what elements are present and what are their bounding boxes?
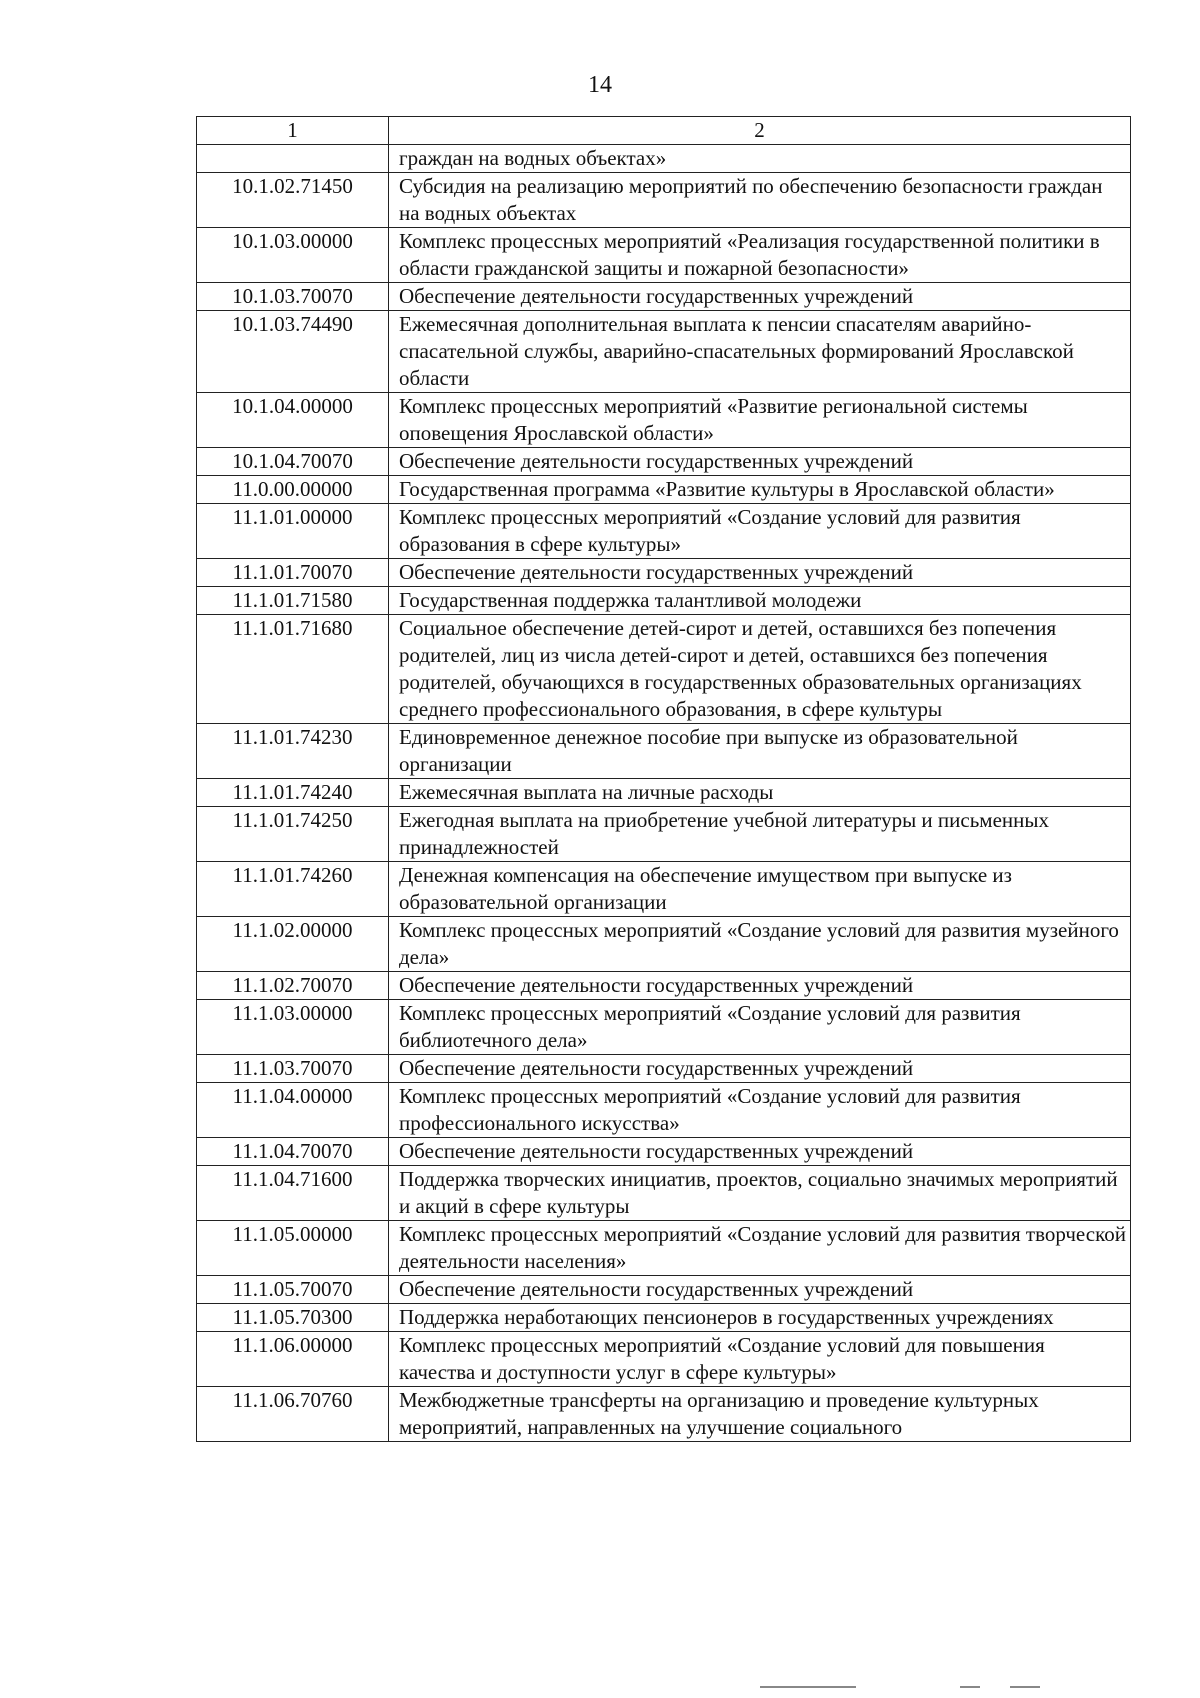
table-row bbox=[197, 1304, 1131, 1332]
budget-code-table bbox=[196, 116, 1131, 1442]
table-row bbox=[197, 862, 1131, 917]
footer-mark bbox=[1010, 1686, 1040, 1688]
description-cell: Комплекс процессных мероприятий «Создание условий для развития профессионального искусства» bbox=[389, 1083, 1131, 1138]
table-body bbox=[197, 145, 1131, 1442]
column-header-description: 2 bbox=[389, 117, 1131, 145]
table-row bbox=[197, 1083, 1131, 1138]
description-cell: Обеспечение деятельности государственных учреждений bbox=[389, 972, 1131, 1000]
budget-code-cell: 11.1.02.70070 bbox=[197, 972, 389, 1000]
description-cell: Ежемесячная дополнительная выплата к пенсии спасателям аварийно-спасательной службы, аварийно-спасательных формирований Ярославской области bbox=[389, 311, 1131, 393]
description-cell: Обеспечение деятельности государственных учреждений bbox=[389, 283, 1131, 311]
table-row bbox=[197, 228, 1131, 283]
budget-code-cell: 10.1.03.00000 bbox=[197, 228, 389, 283]
table-row bbox=[197, 587, 1131, 615]
budget-code-cell: 11.1.04.00000 bbox=[197, 1083, 389, 1138]
budget-code-cell: 11.1.01.74250 bbox=[197, 807, 389, 862]
footer-mark bbox=[760, 1686, 856, 1688]
table-row bbox=[197, 1387, 1131, 1442]
description-cell: граждан на водных объектах» bbox=[389, 145, 1131, 173]
table-row bbox=[197, 448, 1131, 476]
budget-code-cell: 11.0.00.00000 bbox=[197, 476, 389, 504]
description-cell: Обеспечение деятельности государственных учреждений bbox=[389, 1055, 1131, 1083]
budget-code-cell: 11.1.05.00000 bbox=[197, 1221, 389, 1276]
table-row bbox=[197, 559, 1131, 587]
table-row bbox=[197, 1166, 1131, 1221]
budget-code-cell: 11.1.01.71580 bbox=[197, 587, 389, 615]
budget-code-cell: 10.1.04.70070 bbox=[197, 448, 389, 476]
budget-code-cell: 11.1.06.70760 bbox=[197, 1387, 389, 1442]
table-row bbox=[197, 504, 1131, 559]
description-cell: Комплекс процессных мероприятий «Создание условий для развития библиотечного дела» bbox=[389, 1000, 1131, 1055]
description-cell: Обеспечение деятельности государственных учреждений bbox=[389, 559, 1131, 587]
budget-code-cell: 11.1.04.70070 bbox=[197, 1138, 389, 1166]
description-cell: Комплекс процессных мероприятий «Развитие региональной системы оповещения Ярославской области» bbox=[389, 393, 1131, 448]
description-cell: Субсидия на реализацию мероприятий по обеспечению безопасности граждан на водных объектах bbox=[389, 173, 1131, 228]
budget-code-cell: 11.1.05.70300 bbox=[197, 1304, 389, 1332]
description-cell: Социальное обеспечение детей-сирот и детей, оставшихся без попечения родителей, лиц из числа детей-сирот и детей, оставшихся без попечения родителей, обучающихся в государственных образовательных организациях среднего профессионального образования, в сфере культуры bbox=[389, 615, 1131, 724]
table-row bbox=[197, 1221, 1131, 1276]
budget-code-cell: 11.1.01.00000 bbox=[197, 504, 389, 559]
description-cell: Поддержка творческих инициатив, проектов, социально значимых мероприятий и акций в сфере культуры bbox=[389, 1166, 1131, 1221]
description-cell: Единовременное денежное пособие при выпуске из образовательной организации bbox=[389, 724, 1131, 779]
table-row bbox=[197, 724, 1131, 779]
description-cell: Комплекс процессных мероприятий «Создание условий для развития музейного дела» bbox=[389, 917, 1131, 972]
budget-code-cell: 10.1.03.74490 bbox=[197, 311, 389, 393]
footer-mark bbox=[960, 1686, 980, 1688]
budget-code-cell: 10.1.04.00000 bbox=[197, 393, 389, 448]
description-cell: Поддержка неработающих пенсионеров в государственных учреждениях bbox=[389, 1304, 1131, 1332]
table-row bbox=[197, 1055, 1131, 1083]
table-row bbox=[197, 1332, 1131, 1387]
budget-code-cell: 11.1.01.74240 bbox=[197, 779, 389, 807]
table-row bbox=[197, 1276, 1131, 1304]
budget-code-cell: 11.1.02.00000 bbox=[197, 917, 389, 972]
table-row bbox=[197, 917, 1131, 972]
description-cell: Обеспечение деятельности государственных учреждений bbox=[389, 1276, 1131, 1304]
budget-code-cell: 11.1.03.70070 bbox=[197, 1055, 389, 1083]
budget-code-cell: 11.1.05.70070 bbox=[197, 1276, 389, 1304]
table-row bbox=[197, 311, 1131, 393]
table-row bbox=[197, 476, 1131, 504]
column-header-code: 1 bbox=[197, 117, 389, 145]
table-row bbox=[197, 173, 1131, 228]
table-row bbox=[197, 393, 1131, 448]
budget-code-cell: 10.1.03.70070 bbox=[197, 283, 389, 311]
description-cell: Обеспечение деятельности государственных учреждений bbox=[389, 448, 1131, 476]
budget-code-cell: 11.1.01.74230 bbox=[197, 724, 389, 779]
description-cell: Комплекс процессных мероприятий «Создание условий для развития образования в сфере культуры» bbox=[389, 504, 1131, 559]
table-row bbox=[197, 807, 1131, 862]
budget-code-cell: 10.1.02.71450 bbox=[197, 173, 389, 228]
description-cell: Комплекс процессных мероприятий «Создание условий для развития творческой деятельности населения» bbox=[389, 1221, 1131, 1276]
budget-code-cell: 11.1.01.70070 bbox=[197, 559, 389, 587]
table-row bbox=[197, 1138, 1131, 1166]
description-cell: Ежегодная выплата на приобретение учебной литературы и письменных принадлежностей bbox=[389, 807, 1131, 862]
description-cell: Государственная поддержка талантливой молодежи bbox=[389, 587, 1131, 615]
description-cell: Комплекс процессных мероприятий «Создание условий для повышения качества и доступности услуг в сфере культуры» bbox=[389, 1332, 1131, 1387]
description-cell: Денежная компенсация на обеспечение имуществом при выпуске из образовательной организации bbox=[389, 862, 1131, 917]
table-row bbox=[197, 972, 1131, 1000]
budget-code-cell: 11.1.01.71680 bbox=[197, 615, 389, 724]
description-cell: Государственная программа «Развитие культуры в Ярославской области» bbox=[389, 476, 1131, 504]
budget-code-cell: 11.1.06.00000 bbox=[197, 1332, 389, 1387]
table-header-row bbox=[197, 117, 1131, 145]
description-cell: Межбюджетные трансферты на организацию и проведение культурных мероприятий, направленных на улучшение социального bbox=[389, 1387, 1131, 1442]
budget-code-cell: 11.1.01.74260 bbox=[197, 862, 389, 917]
budget-code-cell bbox=[197, 145, 389, 173]
budget-code-cell: 11.1.04.71600 bbox=[197, 1166, 389, 1221]
description-cell: Комплекс процессных мероприятий «Реализация государственной политики в области гражданской защиты и пожарной безопасности» bbox=[389, 228, 1131, 283]
table-row bbox=[197, 779, 1131, 807]
table-row bbox=[197, 283, 1131, 311]
table-row bbox=[197, 615, 1131, 724]
budget-code-cell: 11.1.03.00000 bbox=[197, 1000, 389, 1055]
table-row bbox=[197, 145, 1131, 173]
description-cell: Обеспечение деятельности государственных учреждений bbox=[389, 1138, 1131, 1166]
table-row bbox=[197, 1000, 1131, 1055]
page-number: 14 bbox=[588, 72, 612, 98]
description-cell: Ежемесячная выплата на личные расходы bbox=[389, 779, 1131, 807]
